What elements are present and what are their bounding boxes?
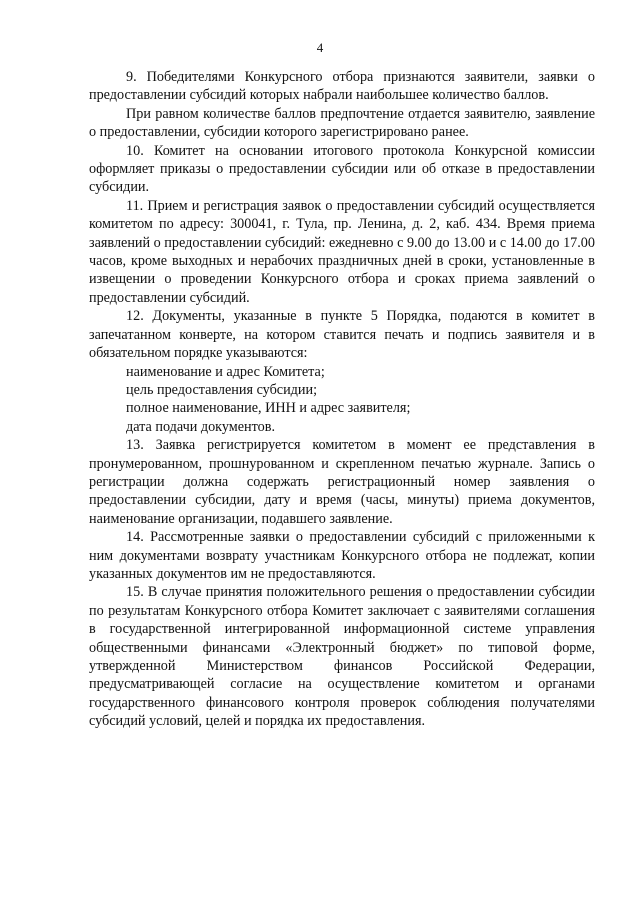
paragraph-15: 15. В случае принятия положительного решения о предоставлении субсидии по результатам Конкурсного отбора Комитет заключает с заявителями соглашения в государственной интегрированной информационной системе управления общественными финансами «Электронный бюджет» по типовой форме, утвержденной Министерством финансов Российской Федерации, предусматривающей согласие на осуществление комитетом и органами государственного финансового контроля проверок соблюдения получателями субсидий условий, целей и порядка их предоставления.	[89, 584, 595, 730]
document-body	[89, 68, 595, 731]
paragraph-14: 14. Рассмотренные заявки о предоставлении субсидий с приложенными к ним документами возврату участникам Конкурсного отбора не подлежат, копии указанных документов им не предоставляются.	[89, 529, 595, 582]
paragraph-12: 12. Документы, указанные в пункте 5 Порядка, подаются в комитет в запечатанном конверте, на котором ставится печать и подпись заявителя и в обязательном порядке указываются:	[89, 308, 595, 362]
list-item: дата подачи документов.	[126, 418, 275, 435]
list-item: полное наименование, ИНН и адрес заявителя;	[126, 400, 411, 417]
paragraph-13: 13. Заявка регистрируется комитетом в момент ее представления в пронумерованном, прошнурованном и скрепленном печатью журнале. Запись о регистрации должна содержать регистрационный номер заявления о предоставлении субсидии, дату и время (часы, минуты) приема документов, наименование организации, подавшего заявление.	[89, 437, 595, 527]
page-number: 4	[316, 40, 324, 55]
list-item: наименование и адрес Комитета;	[126, 363, 325, 380]
paragraph-9-note: При равном количестве баллов предпочтение отдается заявителю, заявление о предоставлении, субсидии которого зарегистрировано ранее.	[89, 105, 595, 141]
paragraph-9: 9. Победителями Конкурсного отбора признаются заявители, заявки о предоставлении субсидий которых набрали наибольшее количество баллов.	[89, 69, 595, 104]
paragraph-10: 10. Комитет на основании итогового протокола Конкурсной комиссии оформляет приказы о предоставлении субсидии или об отказе в предоставлении субсидии.	[89, 142, 595, 196]
paragraph-11: 11. Прием и регистрация заявок о предоставлении субсидий осуществляется комитетом по адресу: 300041, г. Тула, пр. Ленина, д. 2, каб. 434. Время приема заявлений о предоставлении субсидий: ежедневно с 9.00 до 13.00 и с 14.00 до 17.00 часов, кроме выходных и нерабочих праздничных дней в сроки, установленные в извещении о проведении Конкурсного отбора и сроках приема заявлений о предоставлении субсидий.	[89, 197, 595, 306]
list-item: цель предоставления субсидии;	[126, 381, 318, 398]
